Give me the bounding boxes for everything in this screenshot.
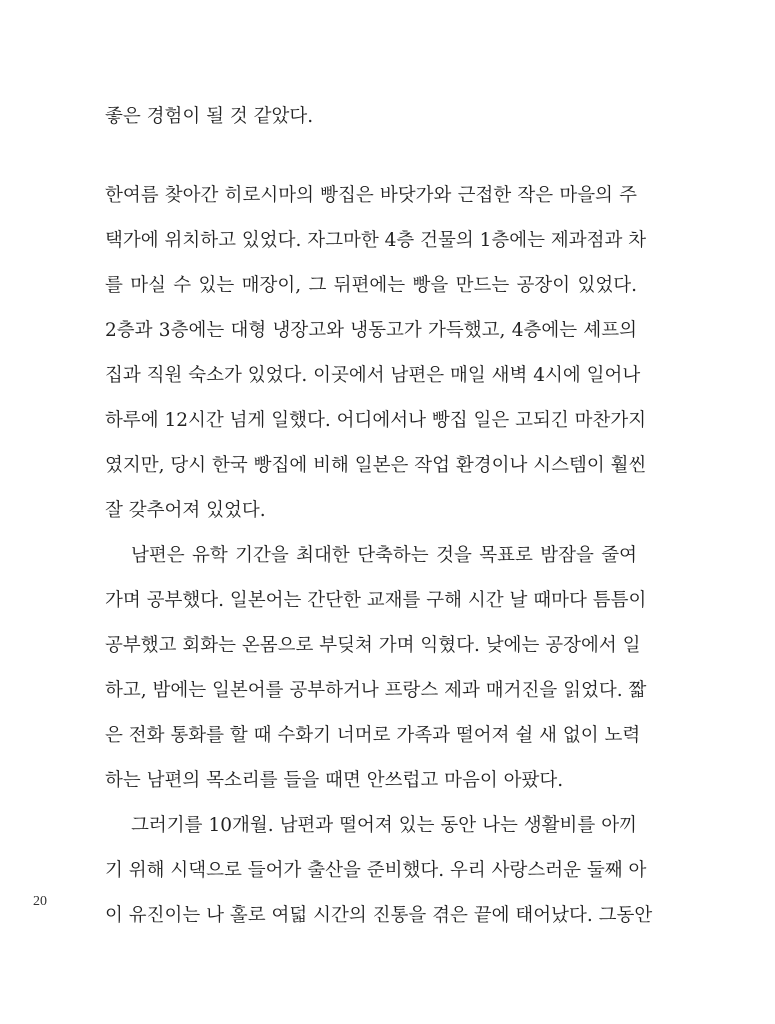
text-line: 이 유진이는 나 홀로 여덟 시간의 진통을 겪은 끝에 태어났다. 그동안 [105, 905, 653, 926]
text-line: 였지만, 당시 한국 빵집에 비해 일본은 작업 환경이나 시스템이 훨씬 [105, 455, 647, 476]
text-line: 좋은 경험이 될 것 같았다. [105, 106, 314, 127]
text-line: 한여름 찾아간 히로시마의 빵집은 바닷가와 근접한 작은 마을의 주 [105, 185, 637, 206]
text-line: 2층과 3층에는 대형 냉장고와 냉동고가 가득했고, 4층에는 셰프의 [105, 320, 637, 341]
text-line: 기 위해 시댁으로 들어가 출산을 준비했다. 우리 사랑스러운 둘째 아 [105, 860, 647, 881]
text-line: 공부했고 회화는 온몸으로 부딪쳐 가며 익혔다. 낮에는 공장에서 일 [105, 635, 641, 656]
text-line: 잘 갖추어져 있었다. [105, 500, 266, 521]
text-line: 하는 남편의 목소리를 들을 때면 안쓰럽고 마음이 아팠다. [105, 770, 564, 791]
text-line: 그러기를 10개월. 남편과 떨어져 있는 동안 나는 생활비를 아끼 [131, 815, 637, 836]
text-line: 를 마실 수 있는 매장이, 그 뒤편에는 빵을 만드는 공장이 있었다. [105, 275, 637, 296]
page-number: 20 [33, 894, 47, 909]
text-line: 남편은 유학 기간을 최대한 단축하는 것을 목표로 밤잠을 줄여 [131, 545, 637, 566]
text-line: 하루에 12시간 넘게 일했다. 어디에서나 빵집 일은 고되긴 마찬가지 [105, 410, 647, 431]
text-line: 집과 직원 숙소가 있었다. 이곳에서 남편은 매일 새벽 4시에 일어나 [105, 365, 641, 386]
text-line: 하고, 밤에는 일본어를 공부하거나 프랑스 제과 매거진을 읽었다. 짧 [105, 680, 647, 701]
text-line: 가며 공부했다. 일본어는 간단한 교재를 구해 시간 날 때마다 틈틈이 [105, 590, 647, 611]
text-line: 택가에 위치하고 있었다. 자그마한 4층 건물의 1층에는 제과점과 차 [105, 230, 647, 251]
text-line: 은 전화 통화를 할 때 수화기 너머로 가족과 떨어져 쉴 새 없이 노력 [105, 725, 641, 746]
